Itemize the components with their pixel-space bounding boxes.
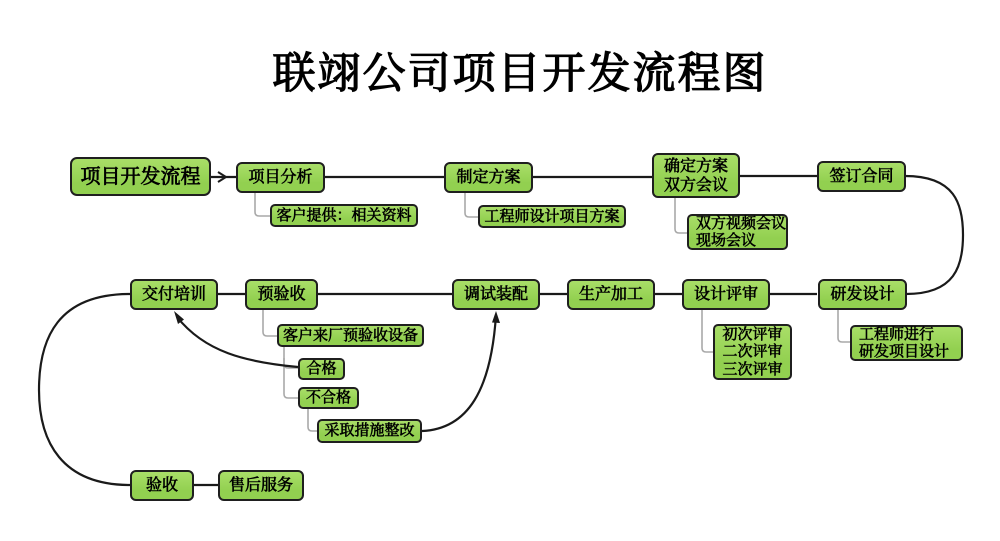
note-label: 客户来厂预验收设备: [282, 325, 418, 344]
node-rd-design: [818, 279, 907, 310]
node-project-analysis: [236, 162, 325, 193]
note-label-line1: 初次评审: [722, 325, 783, 344]
connector-note-to-fail: [284, 347, 298, 398]
note-label-line1: 工程师进行: [859, 324, 935, 343]
node-project-dev-process: [70, 157, 211, 196]
node-design-review: [682, 279, 770, 310]
node-delivery-training: [130, 279, 218, 310]
node-label: 签订合同: [829, 166, 894, 186]
connector-review-to-note: [702, 309, 713, 352]
connector-confirm-to-note: [675, 197, 687, 233]
node-label: 项目分析: [248, 167, 313, 187]
connector-contract-to-rd-curve: [905, 176, 963, 294]
note-customer-factory-preacceptance: [277, 324, 424, 347]
note-engineer-design-plan: [478, 205, 626, 228]
node-corrective-measures: [317, 419, 422, 443]
connector-delivery-to-acceptance-curve: [39, 294, 130, 485]
note-label-line2: 二次评审: [722, 342, 783, 361]
node-label-line1: 确定方案: [663, 156, 728, 176]
connector-fail-to-rectify: [308, 409, 317, 431]
note-review-rounds: [713, 324, 792, 380]
note-video-onsite-meeting: [687, 214, 788, 250]
note-label-line1: 双方视频会议: [696, 213, 787, 232]
node-qualified: [298, 358, 345, 380]
note-label-line2: 研发项目设计: [859, 342, 950, 360]
connector-rd-to-note: [838, 309, 850, 342]
note-engineer-rd-design: [850, 325, 963, 361]
node-unqualified: [298, 387, 359, 409]
node-label: 交付培训: [141, 284, 206, 304]
connector-plan-to-note: [465, 192, 478, 217]
node-label: 生产加工: [578, 284, 643, 304]
node-label: 制定方案: [456, 167, 521, 187]
node-after-sales: [218, 470, 304, 501]
node-acceptance: [130, 470, 194, 501]
note-label-line2: 现场会议: [696, 231, 757, 249]
node-label: 验收: [145, 475, 178, 495]
note-label: 不合格: [305, 388, 351, 407]
node-label: 售后服务: [228, 475, 293, 495]
node-label: 项目开发流程: [80, 164, 201, 188]
connector-analysis-to-note: [255, 192, 270, 216]
node-label: 预验收: [257, 284, 306, 304]
note-label-line3: 三次评审: [722, 359, 783, 378]
note-label: 客户提供：相关资料: [276, 205, 412, 224]
node-confirm-plan-meeting: [652, 153, 740, 198]
node-make-plan: [444, 162, 533, 193]
arrow-rectify-to-debug-head: [492, 311, 500, 323]
node-label: 设计评审: [693, 284, 758, 304]
arrow-rectify-to-debug: [422, 315, 496, 431]
note-label: 采取措施整改: [324, 421, 415, 440]
node-label: 调试装配: [463, 284, 528, 304]
node-pre-acceptance: [245, 279, 318, 310]
node-sign-contract: [817, 161, 906, 192]
note-label: 工程师设计项目方案: [484, 206, 620, 225]
node-label-line2: 双方会议: [663, 174, 728, 194]
page-title: 联翊公司项目开发流程图: [272, 49, 768, 99]
node-debug-assembly: [452, 279, 540, 310]
connector-preaccept-to-note: [263, 309, 277, 336]
node-label: 研发设计: [830, 284, 895, 304]
note-label: 合格: [306, 359, 337, 378]
note-customer-materials: [270, 204, 418, 227]
node-production: [567, 279, 655, 310]
